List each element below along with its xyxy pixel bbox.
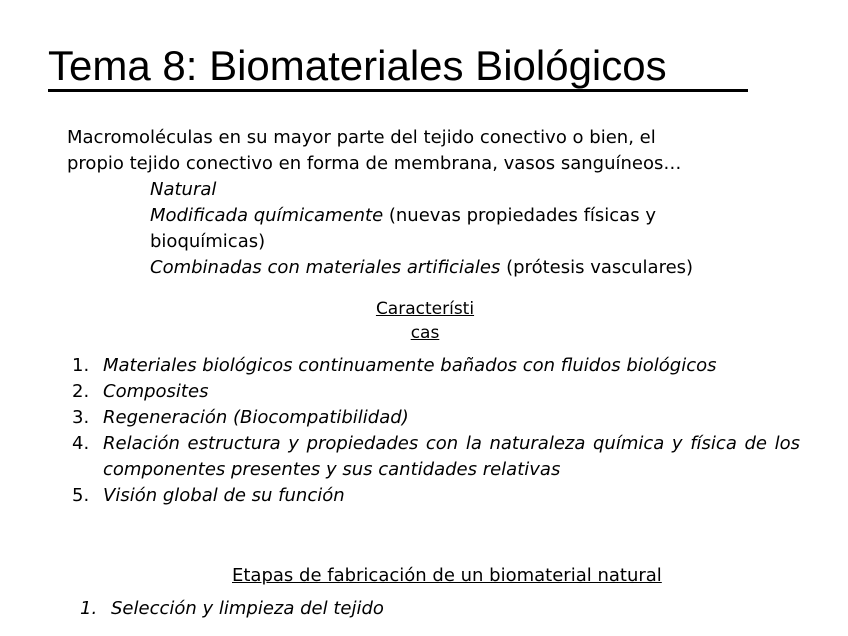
list-item xyxy=(72,353,832,379)
item-text: Regeneración (Biocompatibilidad) xyxy=(103,407,409,428)
type-name: Combinadas con materiales artificiales xyxy=(150,257,501,278)
item-number: 2. xyxy=(72,381,90,402)
list-item xyxy=(80,596,780,622)
item-number: 5. xyxy=(72,485,90,506)
list-item xyxy=(72,379,832,405)
list-item xyxy=(72,431,832,457)
item-number: 3. xyxy=(72,407,90,428)
item-continuation-text: componentes presentes y sus cantidades relativas xyxy=(103,459,561,480)
stages-heading: Etapas de fabricación de un biomaterial natural xyxy=(232,565,662,586)
item-text: Composites xyxy=(103,381,209,402)
title-underline xyxy=(48,89,748,92)
intro-line-2: propio tejido conectivo en forma de membrana, vasos sanguíneos… xyxy=(67,153,682,174)
type-modified xyxy=(67,203,770,255)
item-text: Materiales biológicos continuamente bañados con fluidos biológicos xyxy=(103,355,717,376)
item-text: Selección y limpieza del tejido xyxy=(111,598,384,619)
features-heading xyxy=(330,297,520,345)
item-text: Visión global de su función xyxy=(103,485,345,506)
item-number: 4. xyxy=(72,433,90,454)
list-item xyxy=(72,405,832,431)
item-text: Relación estructura y propiedades con la naturaleza química y física de los xyxy=(103,433,800,454)
intro-paragraph xyxy=(67,125,807,281)
type-detail: (nuevas propiedades físicas y bioquímicas) xyxy=(150,205,656,252)
item-number: 1. xyxy=(80,598,98,619)
type-combined xyxy=(67,255,807,281)
type-natural xyxy=(67,177,807,203)
list-item xyxy=(72,483,832,509)
type-name: Modificada químicamente xyxy=(150,205,384,226)
features-heading-line-1: Característi xyxy=(375,299,475,319)
type-name: Natural xyxy=(150,179,217,200)
list-item-continuation xyxy=(72,457,832,483)
item-number: 1. xyxy=(72,355,90,376)
type-detail: (prótesis vasculares) xyxy=(500,257,694,278)
features-heading-line-2: cas xyxy=(410,323,440,343)
intro-line-1: Macromoléculas en su mayor parte del tejido conectivo o bien, el xyxy=(67,127,656,148)
features-list xyxy=(72,353,832,509)
slide-title: Tema 8: Biomateriales Biológicos xyxy=(48,42,667,89)
stages-list xyxy=(80,596,780,622)
